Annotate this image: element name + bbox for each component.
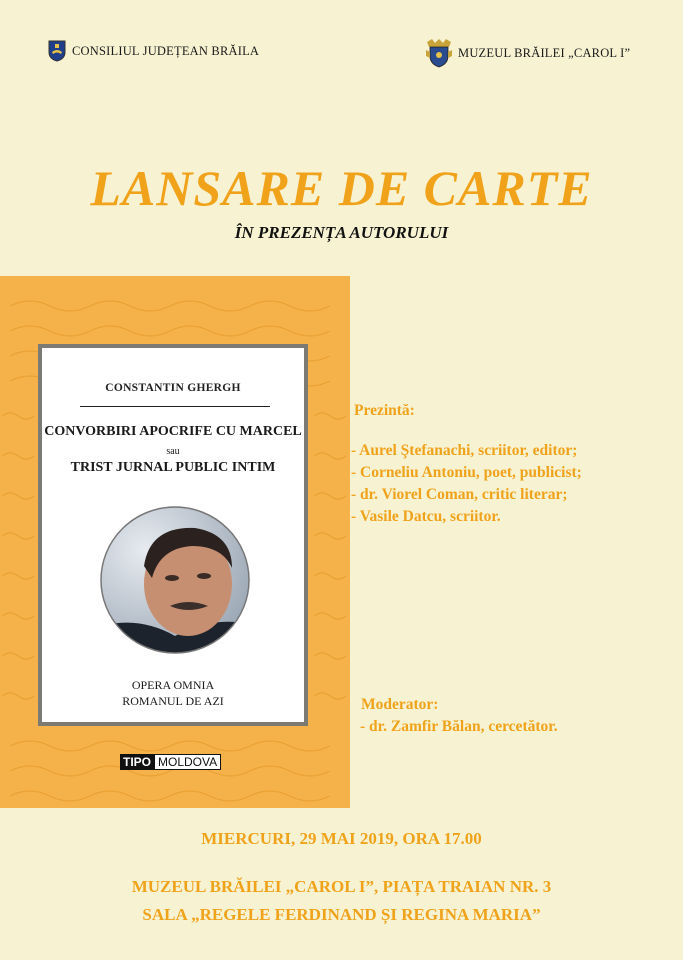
page-subtitle: ÎN PREZENȚA AUTORULUI bbox=[234, 223, 449, 242]
book-author: CONSTANTIN GHERGH bbox=[105, 382, 241, 394]
publisher-part-b: MOLDOVA bbox=[154, 754, 221, 770]
book-title-sau: sau bbox=[166, 446, 180, 457]
book-title-line2: TRIST JURNAL PUBLIC INTIM bbox=[70, 460, 276, 475]
left-org-name: CONSILIUL JUDEȚEAN BRĂILA bbox=[72, 43, 260, 58]
author-portrait-image bbox=[100, 506, 250, 654]
header-left-org bbox=[48, 40, 259, 62]
book-series-2: ROMANUL DE AZI bbox=[122, 694, 224, 708]
right-org-name: MUZEUL BRĂILEI „CAROL I” bbox=[458, 45, 631, 60]
event-venue: MUZEUL BRĂILEI „CAROL I”, PIAȚA TRAIAN NR. 3 bbox=[131, 877, 552, 896]
publisher-logo bbox=[120, 754, 221, 770]
moderator-label: Moderator: bbox=[361, 696, 439, 713]
book-divider bbox=[80, 406, 270, 407]
braila-county-crest-icon bbox=[48, 40, 66, 62]
header-right-org bbox=[424, 38, 630, 68]
list-item: - dr. Viorel Coman, critic literar; bbox=[351, 486, 568, 503]
list-item: - Corneliu Antoniu, poet, publicist; bbox=[351, 464, 582, 481]
braila-museum-crest-icon bbox=[424, 38, 454, 68]
book-title-line1: CONVORBIRI APOCRIFE CU MARCEL bbox=[44, 424, 302, 439]
list-item: - Vasile Datcu, scriitor. bbox=[351, 508, 501, 525]
event-date: MIERCURI, 29 MAI 2019, ORA 17.00 bbox=[201, 829, 482, 848]
moderator-name: - dr. Zamfir Bălan, cercetător. bbox=[360, 718, 558, 735]
book-cover-image bbox=[0, 276, 350, 808]
book-series-1: OPERA OMNIA bbox=[131, 678, 215, 692]
page-title: LANSARE DE CARTE bbox=[90, 160, 593, 216]
event-hall: SALA „REGELE FERDINAND ȘI REGINA MARIA” bbox=[142, 905, 541, 924]
book-front-panel bbox=[38, 344, 308, 726]
presenters-list bbox=[351, 440, 582, 528]
list-item: - Aurel Ştefanachi, scriitor, editor; bbox=[351, 442, 578, 459]
presenters-label: Prezintă: bbox=[354, 402, 415, 419]
publisher-part-a: TIPO bbox=[120, 754, 154, 770]
